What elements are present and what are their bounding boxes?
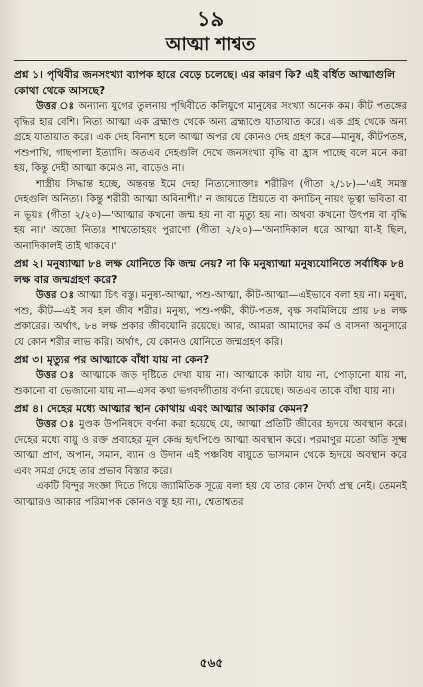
question-2-number: প্রশ্ন ২। bbox=[14, 258, 43, 270]
answer-2-text-1: আত্মা চিৎ বস্তু। মনুষ্য-আত্মা, পশু-আত্মা, কীট-আত্মা—এইভাবে বলা হয় না। মনুষ্য, পশু, কীট—এই সব হল জীব শরীর। মনুষ্য, পশু-পক্ষী, কীট-পতঙ্গ, বৃক্ষ সবমিলিয়ে প্রায় ৮৪ লক্ষ প্রকারের। অর্থাৎ, ৮৪ লক্ষ প্রকার জীবযোনি রয়েছে। আর, আমরা আমাদের কর্ম ও বাসনা অনুসারে যে কোন শরীর লাভ করি। অর্থাৎ, যে কোনও যোনিতে জন্মগ্রহণ করি। bbox=[14, 290, 407, 348]
answer-1-text-1: অন্যান্য যুগের তুলনায় পৃথিবীতে কলিযুগে মানুষের সংখ্যা অনেক কম। কীট পতঙ্গের বৃদ্ধির হার বেশি। নিত্য আত্মা এক ব্রহ্মাণ্ড থেকে অন্য ব্রহ্মাণ্ডে যাতায়াত করে। এক গ্রহ থেকে অন্য গ্রহে যাতায়াত করে। এক দেহ বিনাশ হলে আত্মা অপর যে কোনও দেহ গ্রহণ করে—মানুষ, কীটপতঙ্গ, পশুপাখি, গাছপালা ইত্যাদি। অতএব দেহগুলি দেখে জনসংখ্যা বৃদ্ধি বা হ্রাস পাচ্ছে বলে মনে করা হয়, কিন্তু দেহী আত্মা কমেও না, বাড়েও না। bbox=[14, 101, 407, 174]
question-2 bbox=[14, 256, 407, 288]
question-4-text: দেহের মধ্যে আত্মার স্থান কোথায় এবং আত্মার আকার কেমন? bbox=[46, 403, 309, 415]
answer-4-paragraph-1 bbox=[14, 417, 407, 479]
question-3-number: প্রশ্ন ৩। bbox=[14, 354, 43, 366]
answer-4-paragraph-2 bbox=[14, 479, 407, 510]
question-3-text: মৃত্যুর পর আত্মাকে বাঁধা যায় না কেন? bbox=[46, 354, 210, 366]
answer-2-label: উত্তর ঃ bbox=[36, 290, 75, 301]
answer-1-paragraph-2 bbox=[14, 177, 407, 255]
question-2-text: মনুষ্যাত্মা ৮৪ লক্ষ যোনিতে কি জন্ম নেয়? না কি মনুষ্যাত্মা মনুষ্যযোনিতে সর্বাধিক ৮৪ লক্ষ বার জন্মগ্রহণ করে? bbox=[14, 258, 405, 286]
answer-2-paragraph-1 bbox=[14, 288, 407, 350]
question-4-number: প্রশ্ন ৪। bbox=[14, 403, 43, 415]
question-1-text: পৃথিবীর জনসংখ্যা ব্যাপক হারে বেড়ে চলেছে। এর কারণ কি? এই বর্ধিত আত্মাগুলি কোথা থেকে আসছে? bbox=[14, 69, 396, 97]
answer-1-text-2: শাস্ত্রীয় সিদ্ধান্ত হচ্ছে, অন্তবন্ত ইমে দেহা নিত্যস্যোক্তাঃ শরীরিণ (গীতা ২/১৮)—'এই সমস্ত দেহগুলি অনিত্য। কিন্তু শরীরী আত্মা অবিনাশী।' ন জায়তে ম্রিয়তে বা কদাচিন্ নায়ং ভূত্বা ভবিতা বা ন ভূয়ঃ (গীতা ২/২০)—'আত্মার কখনো জন্ম হয় না বা মৃত্যু হয় না। অথবা কখনো উৎপন্ন বা বৃদ্ধি হয় না।' অজো নিত্যঃ শাশ্বতোহয়ং পুরাণো (গীতা ২/২০)—'অনাদিকাল ধরে আত্মা যা-ই ছিল, অনাদিকালই তাই থাকবে।' bbox=[14, 178, 407, 252]
title-divider bbox=[14, 60, 407, 61]
question-3 bbox=[14, 352, 407, 368]
question-1-number: প্রশ্ন ১। bbox=[14, 69, 43, 81]
answer-1-label: উত্তর ঃ bbox=[36, 101, 75, 112]
answer-3-paragraph-1 bbox=[14, 368, 407, 399]
chapter-title: আত্মা শাশ্বত bbox=[165, 34, 256, 55]
page-number: ৫৬৫ bbox=[199, 656, 224, 670]
answer-4-label: উত্তর ঃ bbox=[36, 419, 75, 430]
chapter-number: ১৯ bbox=[196, 7, 225, 31]
answer-1-paragraph-1 bbox=[14, 99, 407, 177]
question-4 bbox=[14, 401, 407, 417]
answer-4-text-1: মুণ্ডক উপনিষদে বর্ণনা করা হয়েছে যে, আত্মা প্রতিটি জীবের হৃদয়ে অবস্থান করে। দেহের মধ্যে বায়ু ও রক্ত প্রবাহের মূল কেন্দ্র হৃৎপিণ্ডে আত্মা অবস্থান করে। পরমাণুর মতো অতি সূক্ষ্ম আত্মা প্রাণ, অপান, সমান, ব্যান ও উদান এই পঞ্চবিধ বায়ুতে ভাসমান থেকে হৃদয়ে অবস্থান করে এবং সমগ্র দেহে তার প্রভাব বিস্তার করে। bbox=[14, 419, 407, 477]
answer-3-label: উত্তর ঃ bbox=[36, 370, 76, 381]
answer-4-text-2: একটি বিন্দুর সংজ্ঞা দিতে গিয়ে জ্যামিতিক সূত্রে বলা হয় যে তার কোন দৈর্ঘ্য প্রস্থ নেই। তেমনই আত্মারও আকার পরিমাপক কোনও বস্তু হয় না।, শ্বেতাশ্বতর bbox=[14, 481, 407, 508]
question-1 bbox=[14, 67, 407, 99]
answer-3-text-1: আত্মাকে জড় দৃষ্টিতে দেখা যায় না। আত্মাকে কাটা যায় না, পোড়ানো যায় না, শুকানো বা ভেজানো যায় না—এসব কথা ভগবদ্গীতায় বর্ণনা রয়েছে। অতএব তাকে বাঁধা যায় না। bbox=[14, 370, 408, 397]
